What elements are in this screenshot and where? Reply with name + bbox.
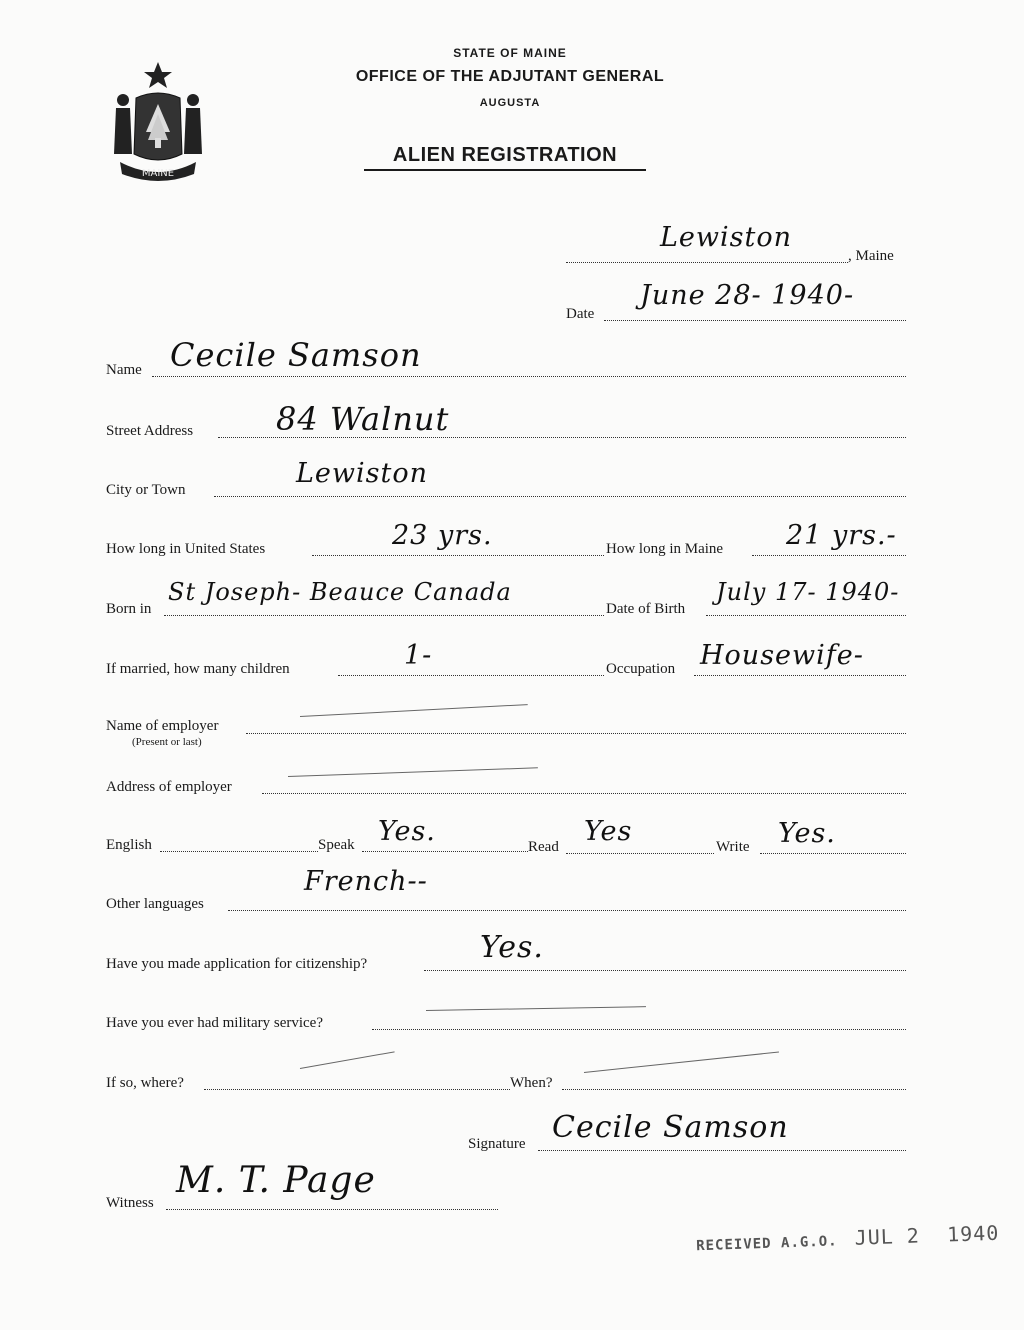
- military-label: Have you ever had military service?: [106, 1015, 323, 1031]
- received-stamp-year: 1940: [946, 1220, 1000, 1247]
- received-stamp-label: RECEIVED A.G.O.: [695, 1233, 838, 1255]
- signature-label: Signature: [468, 1136, 526, 1152]
- born-in-label: Born in: [106, 601, 152, 617]
- date-value: June 28- 1940-: [640, 280, 855, 311]
- english-label: English: [106, 837, 152, 853]
- when-line: [562, 1089, 906, 1090]
- date-of-birth-label: Date of Birth: [606, 601, 686, 617]
- occupation-value: Housewife-: [700, 640, 864, 671]
- date-label: Date: [566, 306, 595, 322]
- where-dash: [300, 1051, 395, 1069]
- date-line: [604, 320, 906, 321]
- employer-address-line: [262, 793, 906, 794]
- other-languages-value: French--: [304, 866, 428, 897]
- when-dash: [584, 1052, 779, 1073]
- city-line: [214, 496, 906, 497]
- other-languages-label: Other languages: [106, 896, 204, 912]
- header-office: OFFICE OF THE ADJUTANT GENERAL: [355, 68, 665, 85]
- date-of-birth-value: July 17- 1940-: [716, 578, 900, 606]
- read-value: Yes: [584, 816, 633, 847]
- witness-value: M. T. Page: [176, 1160, 376, 1201]
- born-in-value: St Joseph- Beauce Canada: [168, 578, 512, 606]
- state-seal: [106, 58, 210, 186]
- speak-label: Speak: [318, 837, 355, 853]
- witness-label: Witness: [106, 1195, 154, 1211]
- svg-text:MAINE: MAINE: [141, 168, 175, 179]
- children-label: If married, how many children: [106, 661, 290, 677]
- place-value: Lewiston: [660, 222, 793, 253]
- street-value: 84 Walnut: [276, 400, 450, 438]
- how-long-us-line: [312, 555, 604, 556]
- read-line: [566, 853, 714, 854]
- employer-address-label: Address of employer: [106, 779, 232, 795]
- signature-value: Cecile Samson: [552, 1110, 789, 1145]
- when-label: When?: [510, 1075, 553, 1091]
- other-languages-line: [228, 910, 906, 911]
- place-line: [566, 262, 848, 263]
- military-dash: [426, 1006, 646, 1011]
- signature-line: [538, 1150, 906, 1151]
- how-long-us-value: 23 yrs.: [392, 520, 493, 551]
- name-label: Name: [106, 362, 142, 378]
- received-stamp-date: JUL 2: [854, 1223, 921, 1250]
- employer-name-note: (Present or last): [132, 736, 202, 748]
- city-label: City or Town: [106, 482, 186, 498]
- employer-name-label: Name of employer: [106, 718, 219, 734]
- form-title: ALIEN REGISTRATION: [364, 144, 646, 171]
- name-line: [152, 376, 906, 377]
- where-line: [204, 1089, 510, 1090]
- occupation-line: [694, 675, 906, 676]
- speak-line: [362, 851, 528, 852]
- born-in-line: [164, 615, 604, 616]
- employer-name-line: [246, 733, 906, 734]
- maine-label: , Maine: [848, 248, 894, 264]
- employer-address-dash: [288, 767, 538, 777]
- write-label: Write: [716, 839, 750, 855]
- where-label: If so, where?: [106, 1075, 184, 1091]
- date-of-birth-line: [706, 615, 906, 616]
- occupation-label: Occupation: [606, 661, 676, 677]
- how-long-maine-label: How long in Maine: [606, 541, 724, 557]
- how-long-maine-line: [752, 555, 906, 556]
- write-line: [760, 853, 906, 854]
- citizenship-value: Yes.: [480, 930, 544, 965]
- write-value: Yes.: [778, 818, 836, 849]
- street-label: Street Address: [106, 423, 194, 439]
- citizenship-line: [424, 970, 906, 971]
- how-long-us-label: How long in United States: [106, 541, 266, 557]
- received-stamp: [696, 1221, 1000, 1256]
- employer-name-dash: [300, 704, 528, 717]
- city-value: Lewiston: [296, 458, 429, 489]
- header-state: STATE OF MAINE: [453, 46, 567, 60]
- military-line: [372, 1029, 906, 1030]
- children-value: 1-: [404, 640, 433, 671]
- name-value: Cecile Samson: [170, 336, 422, 374]
- how-long-maine-value: 21 yrs.-: [786, 520, 897, 551]
- english-line: [160, 851, 318, 852]
- read-label: Read: [528, 839, 559, 855]
- witness-line: [166, 1209, 498, 1210]
- header-city: AUGUSTA: [479, 97, 541, 109]
- speak-value: Yes.: [378, 816, 436, 847]
- children-line: [338, 675, 604, 676]
- citizenship-label: Have you made application for citizenship?: [106, 956, 368, 972]
